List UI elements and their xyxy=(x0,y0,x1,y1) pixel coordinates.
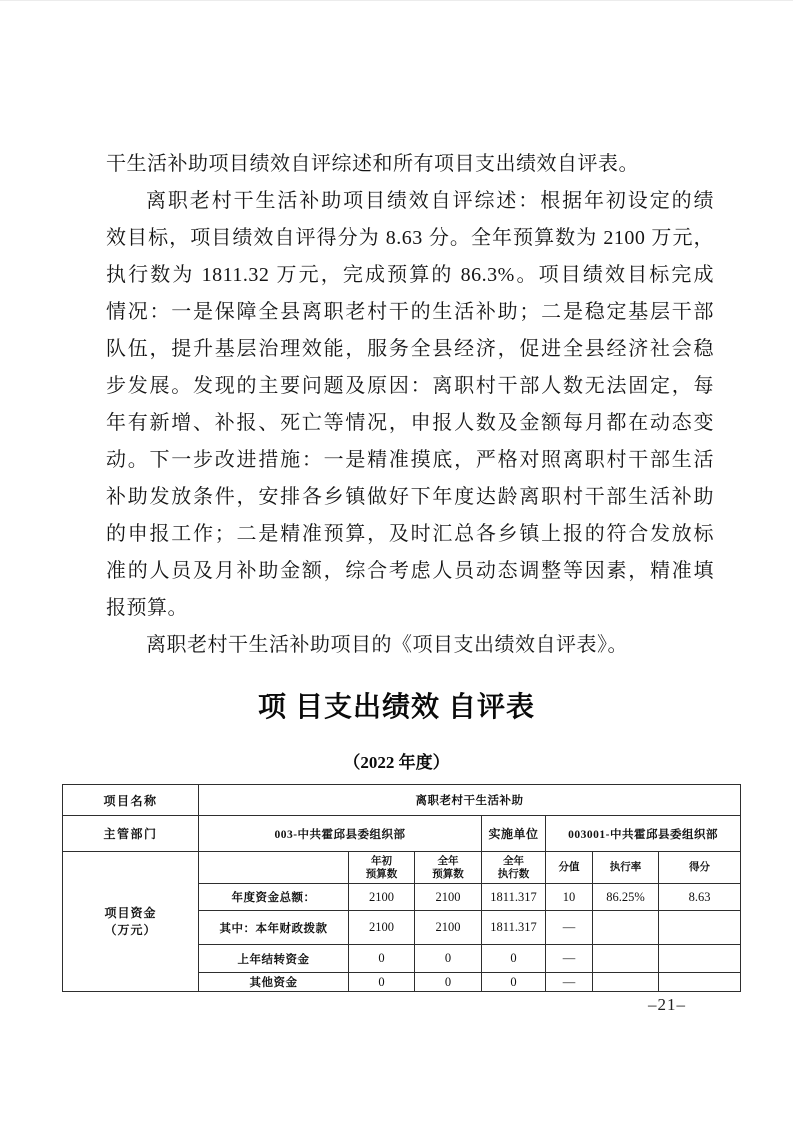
header-annual-executed-line2: 执行数 xyxy=(497,868,530,880)
cell-annual-budget: 0 xyxy=(415,973,482,992)
header-score-value: 分值 xyxy=(546,852,593,884)
body-line: 动。下一步改进措施：一是精准摸底，严格对照离职村干部生活 xyxy=(106,449,714,471)
cell-score xyxy=(659,911,741,945)
cell-score: 8.63 xyxy=(659,884,741,911)
cell-annual-executed: 0 xyxy=(482,945,546,973)
header-annual-budget xyxy=(415,852,482,884)
cell-score xyxy=(659,945,741,973)
row-label-fiscal-allocation: 其中：本年财政拨款 xyxy=(199,911,349,945)
body-line: 年有新增、补报、死亡等情况，申报人数及金额每月都在动态变 xyxy=(106,412,714,434)
project-name-value: 离职老村干生活补助 xyxy=(199,785,741,816)
cell-annual-budget: 0 xyxy=(415,945,482,973)
table-row-headers xyxy=(63,852,741,884)
header-annual-budget-line1: 全年 xyxy=(437,855,459,867)
table-row-department xyxy=(63,816,741,852)
page-number: –21– xyxy=(648,995,686,1014)
body-line: 队伍，提升基层治理效能，服务全县经济，促进全县经济社会稳 xyxy=(106,338,714,360)
project-fund-label xyxy=(63,852,199,992)
cell-annual-executed: 1811.317 xyxy=(482,911,546,945)
table-row-project-name xyxy=(63,785,741,816)
cell-execution-rate xyxy=(593,973,659,992)
row-label-carryover-funds: 上年结转资金 xyxy=(199,945,349,973)
header-execution-rate: 执行率 xyxy=(593,852,659,884)
header-initial-budget-line1: 年初 xyxy=(371,855,392,867)
project-fund-label-line1: 项目资金 xyxy=(104,905,157,920)
cell-score xyxy=(659,973,741,992)
implementing-unit-label: 实施单位 xyxy=(482,816,546,852)
cell-annual-budget: 2100 xyxy=(415,884,482,911)
body-text-block xyxy=(106,146,714,664)
project-fund-label-line2: （万元） xyxy=(104,922,157,937)
cell-score-value: — xyxy=(546,911,593,945)
body-line: 情况：一是保障全县离职老村干的生活补助；二是稳定基层干部 xyxy=(106,301,714,323)
table-title: 项 目支出绩效 自评表 xyxy=(257,692,535,723)
implementing-unit-value: 003001-中共霍邱县委组织部 xyxy=(546,816,741,852)
body-line: 执行数为 1811.32 万元，完成预算的 86.3%。项目绩效目标完成 xyxy=(106,264,714,286)
header-annual-budget-line2: 预算数 xyxy=(432,868,464,880)
body-line: 的申报工作；二是精准预算，及时汇总各乡镇上报的符合发放标 xyxy=(106,523,714,545)
row-label-other-funds: 其他资金 xyxy=(199,973,349,992)
body-line: 步发展。发现的主要问题及原因：离职村干部人数无法固定，每 xyxy=(106,375,714,397)
cell-initial-budget: 0 xyxy=(349,945,415,973)
header-annual-executed xyxy=(482,852,546,884)
body-line: 补助发放条件，安排各乡镇做好下年度达龄离职村干部生活补助 xyxy=(106,486,714,508)
department-label: 主管部门 xyxy=(63,816,199,852)
row-label-total-funds: 年度资金总额： xyxy=(199,884,349,911)
body-line: 离职老村干生活补助项目绩效自评综述：根据年初设定的绩 xyxy=(146,190,714,212)
cell-annual-executed: 1811.317 xyxy=(482,884,546,911)
header-initial-budget-line2: 预算数 xyxy=(365,868,398,880)
self-evaluation-table xyxy=(62,784,741,992)
body-line: 效目标，项目绩效自评得分为 8.63 分。全年预算数为 2100 万元， xyxy=(106,227,714,249)
cell-initial-budget: 0 xyxy=(349,973,415,992)
project-name-label: 项目名称 xyxy=(63,785,199,816)
cell-score-value: — xyxy=(546,945,593,973)
body-line: 报预算。 xyxy=(106,597,188,619)
body-line: 准的人员及月补助金额，综合考虑人员动态调整等因素，精准填 xyxy=(106,560,714,582)
table-subtitle-year: （2022 年度） xyxy=(343,753,450,772)
cell-initial-budget: 2100 xyxy=(349,884,415,911)
cell-score-value: — xyxy=(546,973,593,992)
cell-score-value: 10 xyxy=(546,884,593,911)
cell-execution-rate xyxy=(593,911,659,945)
body-line: 干生活补助项目绩效自评综述和所有项目支出绩效自评表。 xyxy=(106,153,639,175)
cell-execution-rate xyxy=(593,945,659,973)
department-value: 003-中共霍邱县委组织部 xyxy=(199,816,482,852)
header-annual-executed-line1: 全年 xyxy=(503,855,524,867)
empty-header-cell xyxy=(199,852,349,884)
header-score: 得分 xyxy=(659,852,741,884)
header-initial-budget xyxy=(349,852,415,884)
body-line: 离职老村干生活补助项目的《项目支出绩效自评表》。 xyxy=(146,634,628,656)
cell-execution-rate: 86.25% xyxy=(593,884,659,911)
cell-annual-budget: 2100 xyxy=(415,911,482,945)
cell-annual-executed: 0 xyxy=(482,973,546,992)
cell-initial-budget: 2100 xyxy=(349,911,415,945)
